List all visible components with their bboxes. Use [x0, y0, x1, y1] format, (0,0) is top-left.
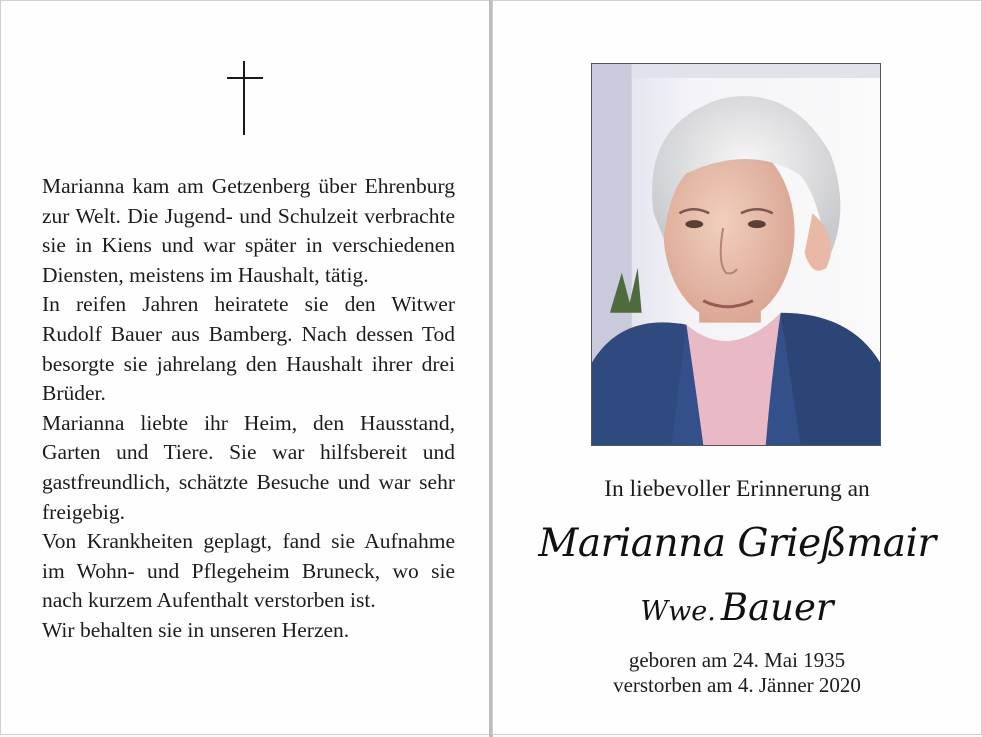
cross-icon — [227, 61, 263, 135]
biography-text — [42, 172, 455, 646]
widow-surname: Bauer — [720, 586, 834, 629]
widow-prefix: Wwe. — [640, 596, 716, 627]
bio-paragraph: Von Krankheiten geplagt, fand sie Aufnahme im Wohn- und Pflegeheim Bruneck, wo sie nach kurzem Aufenthalt verstorben ist. — [42, 529, 455, 613]
birth-date: geboren am 24. Mai 1935 — [628, 648, 846, 672]
bio-paragraph: In reifen Jahren heiratete sie den Witwer Rudolf Bauer aus Bamberg. Nach dessen Tod besorgte sie jahrelang den Haushalt ihrer drei Brüder. — [42, 292, 455, 406]
life-dates — [492, 648, 982, 698]
deceased-name: Marianna Grießmair — [538, 521, 936, 566]
portrait-illustration — [592, 64, 880, 445]
bio-paragraph: Marianna liebte ihr Heim, den Hausstand, Garten und Tiere. Sie war hilfsbereit und gastfreundlich, schätzte Besuche und war sehr freigebig. — [42, 410, 455, 524]
widow-line — [492, 586, 982, 629]
memorial-intro: In liebevoller Erinnerung an — [604, 476, 870, 502]
death-date: verstorben am 4. Jänner 2020 — [613, 673, 861, 697]
bio-paragraph: Marianna kam am Getzenberg über Ehrenburg zur Welt. Die Jugend- und Schulzeit verbrachte sie in Kiens und war später in verschiedenen Diensten, meistens im Haushalt, tätig. — [42, 174, 455, 287]
bio-paragraph: Wir behalten sie in unseren Herzen. — [42, 617, 350, 642]
portrait-photo — [591, 63, 881, 446]
left-page — [0, 0, 490, 735]
